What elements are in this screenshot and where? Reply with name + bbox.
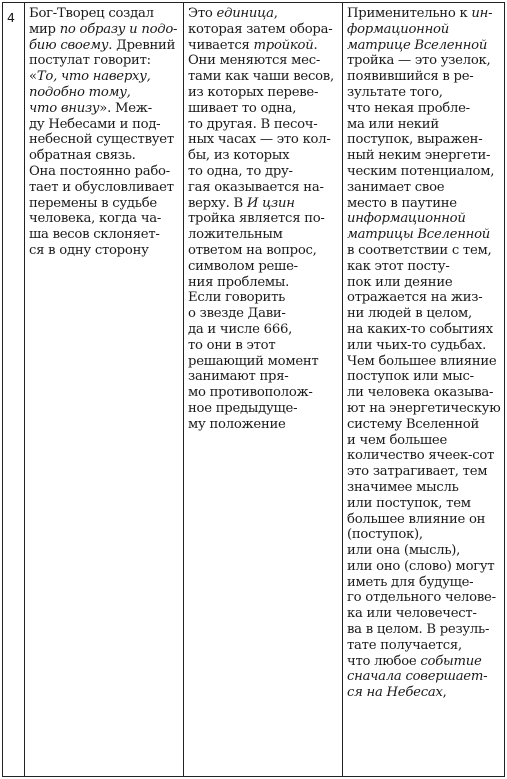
italic-text: ся на Небесах <box>347 685 443 701</box>
text-line <box>29 180 179 196</box>
text-segment: ют на энергетическую <box>347 400 501 416</box>
text-segment: тате получается, <box>347 637 462 653</box>
text-line <box>347 638 500 654</box>
text-segment: ный неким энергети- <box>347 148 491 164</box>
text-segment: тройка — это узелок, <box>347 53 491 69</box>
text-line <box>188 117 338 133</box>
text-segment: ». Меж- <box>99 100 152 116</box>
text-segment: из которых переве- <box>188 84 319 100</box>
text-line <box>29 164 179 180</box>
italic-text: информационной <box>347 211 466 227</box>
col-1-text <box>29 6 179 259</box>
text-line <box>29 211 179 227</box>
text-segment: Это <box>188 6 217 21</box>
text-line <box>188 69 338 85</box>
text-line <box>188 259 338 275</box>
text-segment: которая затем обора- <box>188 21 333 37</box>
text-segment: иметь для будуще- <box>347 574 474 590</box>
text-segment: поступок, выражен- <box>347 132 483 148</box>
text-line <box>347 132 500 148</box>
text-line <box>347 559 500 575</box>
text-line <box>188 85 338 101</box>
text-segment: ся в одну сторону <box>29 242 149 258</box>
text-line <box>347 496 500 512</box>
text-line <box>29 101 179 117</box>
text-line <box>347 354 500 370</box>
text-line <box>347 101 500 117</box>
text-line <box>29 6 179 22</box>
text-segment: Если говорить <box>188 290 286 306</box>
text-segment: ное предыдуще- <box>188 400 298 416</box>
italic-text: событие <box>420 653 482 669</box>
text-segment: да и числе 666, <box>188 321 293 337</box>
text-line <box>347 148 500 164</box>
text-segment: или поступок, тем <box>347 495 471 511</box>
text-line <box>188 243 338 259</box>
text-segment: бы, из которых <box>188 148 290 164</box>
text-line <box>347 417 500 433</box>
text-line <box>188 196 338 212</box>
italic-text: что внизу <box>29 100 100 116</box>
text-segment: тройка является по- <box>188 211 325 227</box>
text-segment: Она постоянно рабо- <box>29 163 170 179</box>
italic-text: по образу и подо- <box>59 21 178 37</box>
text-segment: тает и обусловливает <box>29 179 174 195</box>
text-line <box>188 164 338 180</box>
italic-text: ин- <box>471 6 493 21</box>
text-segment: человека, когда ча- <box>29 211 162 227</box>
text-line <box>347 306 500 322</box>
text-line <box>29 132 179 148</box>
text-line <box>188 22 338 38</box>
text-segment: или чьих-то судьбах. <box>347 337 487 353</box>
text-segment: перемены в судьбе <box>29 195 157 211</box>
text-line <box>347 53 500 69</box>
text-segment: то одна, то дру- <box>188 163 293 179</box>
text-line <box>347 6 500 22</box>
text-segment: верху. В <box>188 195 247 211</box>
text-segment: что любое <box>347 653 421 669</box>
text-line <box>188 369 338 385</box>
text-segment: ма или некий <box>347 116 439 132</box>
text-line <box>347 654 500 670</box>
text-segment: ответом на вопрос, <box>188 242 317 258</box>
text-line <box>29 148 179 164</box>
text-line <box>188 227 338 243</box>
text-line <box>29 227 179 243</box>
italic-text: То, что наверху, <box>36 69 151 85</box>
text-line <box>347 117 500 133</box>
row-number-cell <box>3 3 25 777</box>
text-line <box>347 227 500 243</box>
text-segment: символом реше- <box>188 258 298 274</box>
row-number: 4 <box>7 10 15 25</box>
italic-text: единица <box>216 6 274 21</box>
text-segment: шивает то одна, <box>188 100 297 116</box>
text-segment: постулат говорит: <box>29 53 151 69</box>
text-line <box>347 196 500 212</box>
text-line <box>188 401 338 417</box>
text-segment: большее влияние он <box>347 511 486 527</box>
text-segment: занимает свое <box>347 179 445 195</box>
text-segment: Они меняются мес- <box>188 53 321 69</box>
text-line <box>347 211 500 227</box>
text-segment: мо противополож- <box>188 385 313 401</box>
text-line <box>29 243 179 259</box>
italic-text: И цзин <box>246 195 295 211</box>
text-segment: ния проблемы. <box>188 274 290 290</box>
text-line <box>347 275 500 291</box>
text-segment: систему Вселенной <box>347 416 479 432</box>
text-line <box>347 180 500 196</box>
italic-text: матрицы Вселенной <box>347 227 491 243</box>
text-segment: зультате того, <box>347 84 443 100</box>
cell-col-1 <box>25 3 184 777</box>
italic-text: матрице Вселенной <box>347 37 488 53</box>
text-line <box>347 164 500 180</box>
text-line <box>188 6 338 22</box>
text-segment: ни людей в целом, <box>347 306 472 322</box>
text-segment: как этот посту- <box>347 258 450 274</box>
text-segment: отражается на жиз- <box>347 290 483 306</box>
text-line <box>347 685 500 701</box>
text-line <box>29 117 179 133</box>
comparison-table <box>2 2 505 777</box>
text-line <box>347 22 500 38</box>
text-line <box>347 385 500 401</box>
text-segment: ных часах — это кол- <box>188 132 331 148</box>
text-segment: о звезде Дави- <box>188 306 286 322</box>
text-line <box>347 369 500 385</box>
text-line <box>347 243 500 259</box>
text-segment: на каких-то событиях <box>347 321 493 337</box>
text-line <box>188 38 338 54</box>
text-segment: ва в целом. В резуль- <box>347 622 490 638</box>
text-line <box>188 322 338 338</box>
text-segment: появившийся в ре- <box>347 69 474 85</box>
text-segment: то они в этот <box>188 337 276 353</box>
text-line <box>188 354 338 370</box>
text-line <box>347 85 500 101</box>
text-line <box>347 543 500 559</box>
text-line <box>347 259 500 275</box>
text-segment: го отдельного челове- <box>347 590 496 606</box>
text-segment: небесной существует <box>29 132 174 148</box>
cell-col-3 <box>343 3 505 777</box>
text-segment: , <box>442 685 447 701</box>
text-line <box>347 338 500 354</box>
italic-text: подобно тому, <box>29 84 131 100</box>
col-2-text <box>188 6 338 433</box>
cell-col-2 <box>184 3 343 777</box>
text-segment: . Древний <box>108 37 176 53</box>
text-segment: ша весов склоняет- <box>29 227 160 243</box>
text-line <box>29 38 179 54</box>
text-segment: му положение <box>188 416 286 432</box>
text-segment: или она (мысль), <box>347 543 461 559</box>
text-line <box>188 385 338 401</box>
text-line <box>188 275 338 291</box>
text-line <box>347 433 500 449</box>
text-segment: обратная связь. <box>29 148 136 164</box>
text-segment: мир <box>29 21 60 37</box>
text-segment: . <box>313 37 318 53</box>
text-segment: количество ячеек-сот <box>347 448 495 464</box>
text-segment: Бог-Творец создал <box>29 6 154 21</box>
text-segment: значимее мысль <box>347 479 459 495</box>
text-segment: пок или деяние <box>347 274 453 290</box>
text-segment: в соответствии с тем, <box>347 242 492 258</box>
text-line <box>188 306 338 322</box>
text-segment: тами как чаши весов, <box>188 69 334 85</box>
italic-text: бию своему <box>29 37 109 53</box>
text-segment: Применительно к <box>347 6 472 21</box>
italic-text: формационной <box>347 21 449 37</box>
text-segment: ка или человечест- <box>347 606 477 622</box>
table-row <box>3 3 505 777</box>
text-line <box>188 211 338 227</box>
text-line <box>347 464 500 480</box>
text-line <box>347 480 500 496</box>
text-line <box>29 22 179 38</box>
text-line <box>188 101 338 117</box>
text-segment: поступок или мыс- <box>347 369 474 385</box>
text-segment: и чем большее <box>347 432 448 448</box>
col-3-text <box>347 6 500 701</box>
text-segment: гая оказывается на- <box>188 179 324 195</box>
text-segment: или оно (слово) могут <box>347 558 495 574</box>
text-segment: ду Небесами и под- <box>29 116 161 132</box>
text-segment: что некая пробле- <box>347 100 470 116</box>
text-line <box>347 69 500 85</box>
text-line <box>347 606 500 622</box>
text-line <box>347 669 500 685</box>
text-line <box>188 132 338 148</box>
text-segment: , <box>273 6 278 21</box>
italic-text: сначала совершает- <box>347 669 488 685</box>
text-segment: ли человека оказыва- <box>347 385 494 401</box>
text-line <box>347 448 500 464</box>
text-line <box>347 575 500 591</box>
text-segment: занимают пря- <box>188 369 289 385</box>
text-line <box>347 527 500 543</box>
text-segment: ческим потенциалом, <box>347 163 495 179</box>
text-line <box>29 69 179 85</box>
text-segment: это затрагивает, тем <box>347 464 488 480</box>
text-line <box>188 417 338 433</box>
text-segment: место в паутине <box>347 195 457 211</box>
text-line <box>29 196 179 212</box>
text-segment: Чем большее влияние <box>347 353 497 369</box>
text-segment: ложительным <box>188 227 283 243</box>
text-line <box>347 622 500 638</box>
text-segment: чивается <box>188 37 254 53</box>
text-line <box>347 38 500 54</box>
text-line <box>347 512 500 528</box>
text-segment: « <box>29 69 37 85</box>
text-line <box>188 290 338 306</box>
italic-text: тройкой <box>253 37 314 53</box>
text-line <box>188 180 338 196</box>
text-line <box>188 338 338 354</box>
text-line <box>347 401 500 417</box>
text-line <box>188 148 338 164</box>
text-segment: то другая. В песоч- <box>188 116 318 132</box>
text-segment: решающий момент <box>188 353 319 369</box>
text-line <box>347 590 500 606</box>
text-line <box>347 290 500 306</box>
text-segment: (поступок), <box>347 527 423 543</box>
text-line <box>29 53 179 69</box>
text-line <box>29 85 179 101</box>
text-line <box>347 322 500 338</box>
text-line <box>188 53 338 69</box>
